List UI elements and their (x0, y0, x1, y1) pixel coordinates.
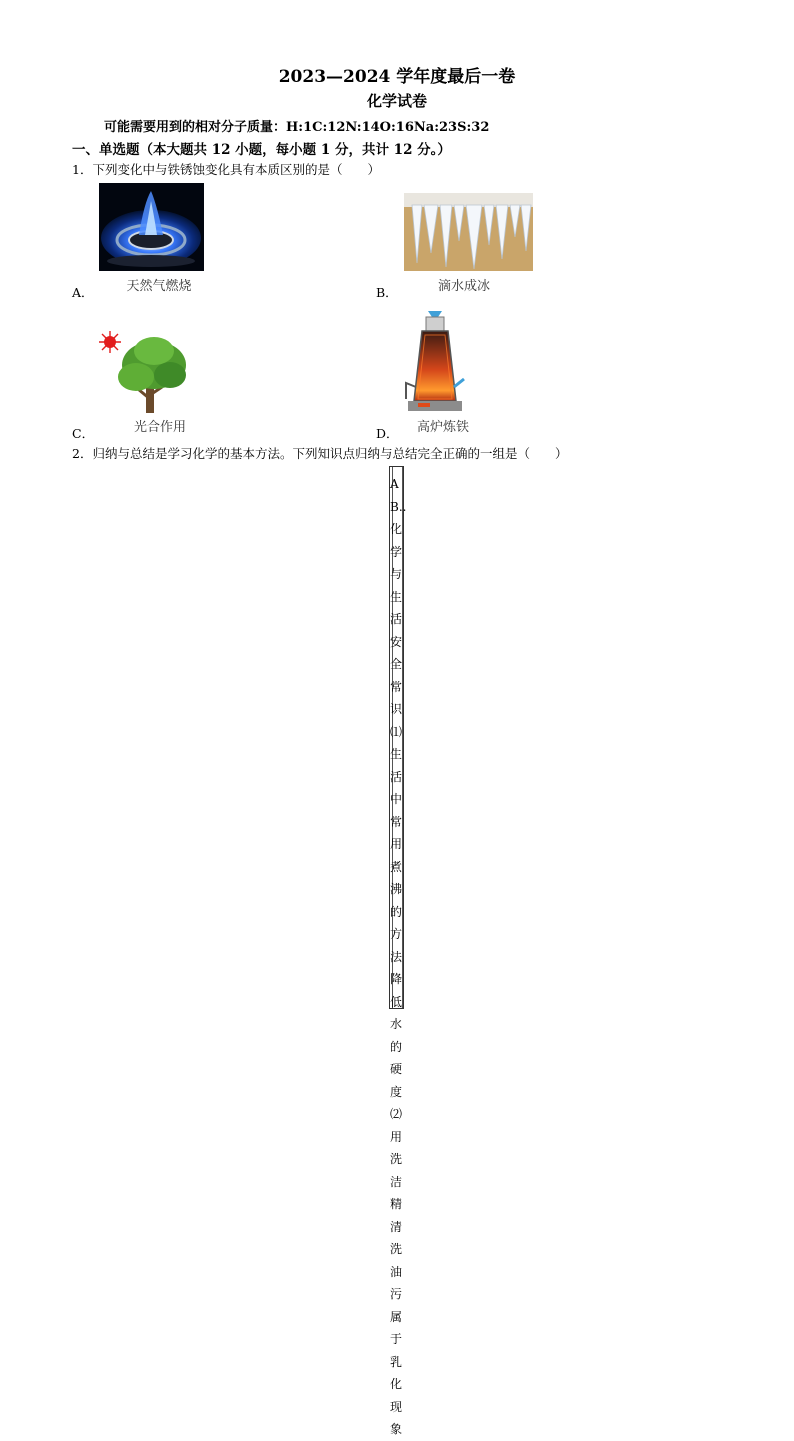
answer-table (389, 466, 407, 1436)
option-c-letter: C． (72, 426, 95, 441)
exam-title: 2023—2024 学年度最后一卷 (278, 67, 516, 87)
relative-masses: 可能需要用到的相对分子质量：H:1C:12N:14O:16Na:23S:32 (104, 120, 490, 135)
gas-flame-icon (99, 183, 204, 271)
option-d-caption: 高炉炼铁 (416, 420, 469, 435)
table-text: AB..化学与生活安全常识⑴生活中常用煮沸的方法降低水的硬度⑵用洗洁精清洗油污属于乳化现象 (390, 477, 407, 1436)
question-2-text: 2．归纳与总结是学习化学的基本方法。下列知识点归纳与总结完全正确的一组是（ ） (72, 446, 568, 461)
exam-subtitle: 化学试卷 (366, 92, 427, 110)
option-b-letter: B． (376, 285, 398, 300)
icicles-icon (404, 193, 533, 271)
option-a-letter: A． (72, 285, 94, 300)
option-a-caption: 天然气燃烧 (126, 279, 192, 294)
tree-sun-icon (98, 329, 190, 415)
question-1-text: 1．下列变化中与铁锈蚀变化具有本质区别的是（ ） (72, 162, 380, 177)
option-b-caption: 滴水成冰 (437, 279, 490, 294)
option-d-letter: D． (376, 426, 399, 441)
blast-furnace-icon (404, 309, 466, 415)
section-heading: 一、单选题（本大题共 12 小题，每小题 1 分，共计 12 分。） (72, 142, 451, 158)
option-c-caption: 光合作用 (133, 420, 186, 435)
